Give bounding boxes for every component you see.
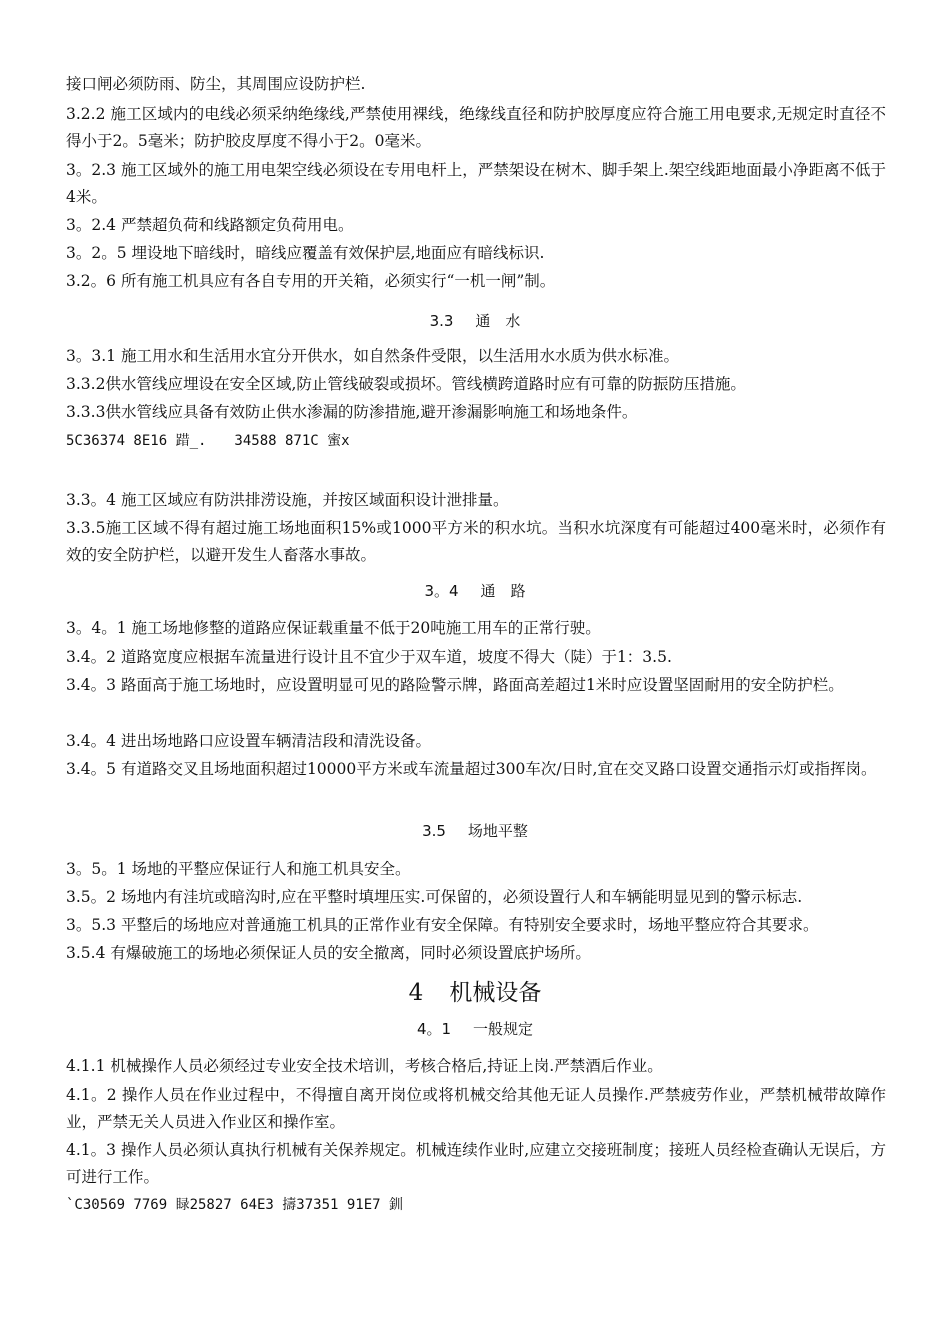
garbled-text-line: `C30569 7769 睩25827 64E3 擣37351 91E7 釧 [66,1197,404,1213]
paragraph-4-1-2: 4.1。2 操作人员在作业过程中，不得擅自离开岗位或将机械交给其他无证人员操作.严禁疲劳作业，严禁机械带故障作业，严禁无关人员进入作业区和操作室。 [66,1086,886,1131]
paragraph-4-1-1: 4.1.1 机械操作人员必须经过专业安全技术培训，考核合格后,持证上岗.严禁酒后作业。 [66,1057,663,1075]
paragraph-3-2-5: 3。2。5 埋设地下暗线时，暗线应覆盖有效保护层,地面应有暗线标识. [66,244,545,262]
section-heading-3-3 [0,310,950,332]
paragraph-3-3-3: 3.3.3供水管线应具备有效防止供水渗漏的防渗措施,避开渗漏影响施工和场地条件。 [66,403,638,421]
paragraph-3-4-5: 3.4。5 有道路交叉且场地面积超过10000平方米或车流量超过300车次/日时,宜在交叉路口设置交通指示灯或指挥岗。 [66,760,877,778]
section-heading-3-5 [0,820,950,842]
paragraph-3-3-1: 3。3.1 施工用水和生活用水宜分开供水，如自然条件受限，以生活用水水质为供水标准。 [66,347,679,365]
paragraph-3-5-3: 3。5.3 平整后的场地应对普通施工机具的正常作业有安全保障。有特别安全要求时，场地平整应符合其要求。 [66,916,819,934]
paragraph-3-5-2: 3.5。2 场地内有洼坑或暗沟时,应在平整时填埋压实.可保留的，必须设置行人和车辆能明显见到的警示标志. [66,888,803,906]
paragraph-3-2-3: 3。2.3 施工区域外的施工用电架空线必须设在专用电杆上，严禁架设在树木、脚手架上.架空线距地面最小净距离不低于4米。 [66,161,886,206]
paragraph-3-4-3: 3.4。3 路面高于施工场地时，应设置明显可见的路险警示牌，路面高差超过1米时应设置坚固耐用的安全防护栏。 [66,676,844,694]
paragraph-3-4-1: 3。4。1 施工场地修整的道路应保证载重量不低于20吨施工用车的正常行驶。 [66,619,601,637]
section-number: 3。4 [424,582,459,600]
section-title: 场地平整 [467,822,528,840]
section-heading-4-1 [0,1018,950,1040]
section-number: 3.3 [429,312,454,330]
garbled-text-line: 5C36374 8E16 踖_. 34588 871C 蜜x [66,433,350,449]
section-number: 4。1 [416,1020,452,1038]
section-title: 通 路 [480,582,526,600]
paragraph-3-2-4: 3。2.4 严禁超负荷和线路额定负荷用电。 [66,216,354,234]
paragraph-3-3-2: 3.3.2供水管线应埋设在安全区域,防止管线破裂或损坏。管线横跨道路时应有可靠的防振防压措施。 [66,375,746,393]
paragraph-3-4-2: 3.4。2 道路宽度应根据车流量进行设计且不宜少于双车道，坡度不得大（陡）于1：3.5. [66,648,672,666]
section-heading-3-4 [0,580,950,602]
paragraph-3-3-5: 3.3.5施工区域不得有超过施工场地面积15%或1000平方米的积水坑。当积水坑深度有可能超过400毫米时，必须作有效的安全防护栏，以避开发生人畜落水事故。 [66,519,886,564]
section-title: 一般规定 [473,1020,534,1038]
paragraph-3-5-4: 3.5.4 有爆破施工的场地必须保证人员的安全撤离，同时必须设置底护场所。 [66,944,591,962]
paragraph-intro: 接口闸必须防雨、防尘，其周围应设防护栏. [66,75,366,93]
chapter-heading-4 [0,978,950,1008]
section-title: 通 水 [475,312,521,330]
paragraph-3-2-2: 3.2.2 施工区域内的电线必须采纳绝缘线,严禁使用裸线，绝缘线直径和防护胶厚度应符合施工用电要求,无规定时直径不得小于2。5毫米；防护胶皮厚度不得小于2。0毫米。 [66,105,886,150]
chapter-number: 4 [408,980,424,1006]
paragraph-3-3-4: 3.3。4 施工区域应有防洪排涝设施，并按区域面积设计泄排量。 [66,491,509,509]
chapter-title: 机械设备 [449,980,542,1006]
paragraph-3-2-6: 3.2。6 所有施工机具应有各自专用的开关箱，必须实行“一机一闸”制。 [66,272,556,290]
paragraph-3-4-4: 3.4。4 进出场地路口应设置车辆清洁段和清洗设备。 [66,732,431,750]
paragraph-4-1-3: 4.1。3 操作人员必须认真执行机械有关保养规定。机械连续作业时,应建立交接班制度；接班人员经检查确认无误后，方可进行工作。 [66,1141,886,1186]
paragraph-3-5-1: 3。5。1 场地的平整应保证行人和施工机具安全。 [66,860,411,878]
section-number: 3.5 [422,822,446,840]
